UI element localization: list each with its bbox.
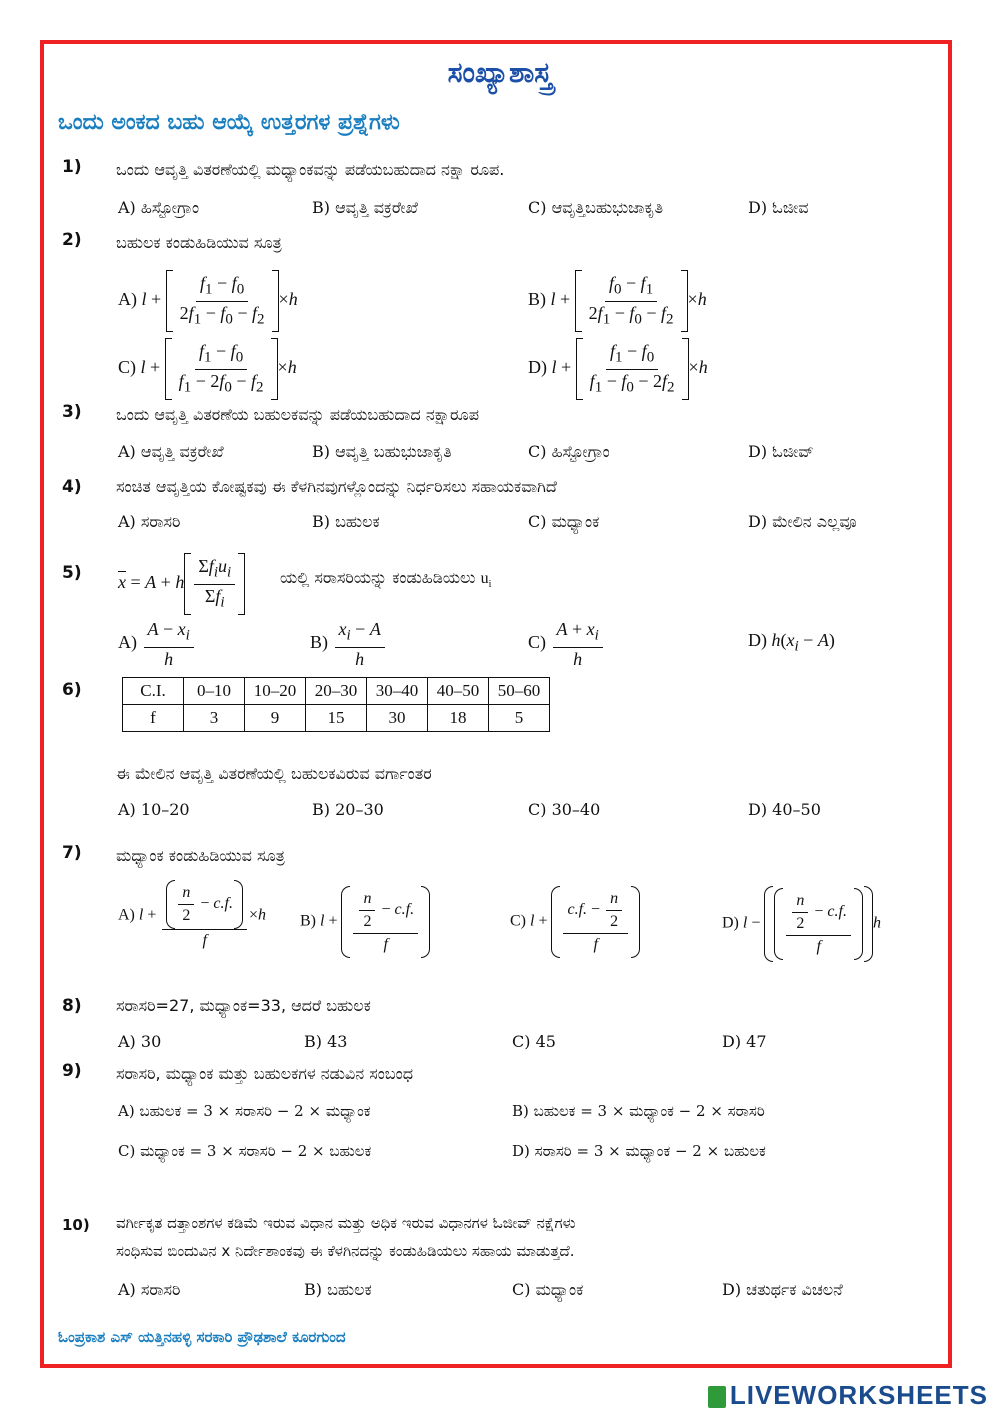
table-cell: C.I. (123, 678, 184, 705)
option-d-formula[interactable]: D) l − $\frac{n}{2}$ − c.f. f h (722, 886, 881, 962)
question-text: ಬಹುಲಕ ಕಂಡುಹಿಡಿಯುವ ಸೂತ್ರ (116, 233, 282, 252)
option-a[interactable]: A) 10–20 (118, 800, 190, 819)
option-d[interactable]: D) ಸರಾಸರಿ = 3 × ಮಧ್ಯಾಂಕ − 2 × ಬಹುಲಕ (512, 1142, 766, 1160)
option-b[interactable]: B) ಆವೃತ್ತಿ ಬಹುಭುಜಾಕೃತಿ (312, 442, 452, 461)
option-a[interactable]: A) 30 (118, 1032, 162, 1051)
option-a[interactable]: A) ಆವೃತ್ತಿ ವಕ್ರರೇಖೆ (118, 442, 224, 461)
question-text-line1: ವರ್ಗೀಕೃತ ದತ್ತಾಂಶಗಳ ಕಡಿಮೆ ಇರುವ ವಿಧಾನ ಮತ್ತು ಅಧಿಕ ಇರುವ ವಿಧಾನಗಳ ಓಜೀವ್ ನಕ್ಷೆಗಳು (116, 1214, 576, 1232)
option-c[interactable]: C) ಮಧ್ಯಾಂಕ (528, 512, 600, 531)
option-c[interactable]: C) ಹಿಸ್ಟೋಗ್ರಾಂ (528, 442, 610, 461)
option-b[interactable]: B) 20–30 (312, 800, 384, 819)
option-a[interactable]: A) ಸರಾಸರಿ (118, 1280, 181, 1299)
table-cell: f (123, 705, 184, 732)
option-d[interactable]: D) ಚತುರ್ಥಕ ವಿಚಲನೆ (722, 1280, 843, 1299)
table-cell: 3 (184, 705, 245, 732)
option-b[interactable]: B) ಬಹುಲಕ (304, 1280, 372, 1299)
table-cell: 15 (306, 705, 367, 732)
table-cell: 9 (245, 705, 306, 732)
option-d[interactable]: D) ಓಜೀವ್ (748, 442, 814, 461)
question-number: 7) (62, 843, 82, 863)
option-a[interactable]: A) ಹಿಸ್ಟೋಗ್ರಾಂ (118, 198, 200, 217)
question-text: ಯಲ್ಲಿ ಸರಾಸರಿಯನ್ನು ಕಂಡುಹಿಡಿಯಲು $u_i$ (280, 568, 492, 591)
author-footer: ಓಂಪ್ರಕಾಶ ಎಸ್ ಯತ್ತಿನಹಳ್ಳಿ ಸರಕಾರಿ ಪ್ರೌಢಶಾಲೆ ಕೂರಗುಂದ (58, 1328, 346, 1346)
option-d-formula[interactable]: D) l + $\frac{f_1 - f_0}{f_1 - f_0 - 2f_2}$ ×h (528, 338, 708, 400)
question-number: 4) (62, 477, 82, 497)
question-number: 1) (62, 157, 82, 177)
question-number: 2) (62, 230, 82, 250)
question-number: 10) (62, 1216, 90, 1234)
question-number: 3) (62, 402, 82, 422)
page-title: ಸಂಖ್ಯಾಶಾಸ್ತ್ರ (447, 56, 553, 89)
option-a-formula[interactable]: A) l + $\frac{f_1 - f_0}{2f_1 - f_0 - f_2}$ ×h (118, 270, 298, 332)
option-c[interactable]: C) ಮಧ್ಯಾಂಕ (512, 1280, 584, 1299)
frequency-table (122, 677, 550, 732)
option-b-formula[interactable]: B) l + $\frac{n}{2}$ − c.f. f (300, 886, 430, 958)
option-d[interactable]: D) 47 (722, 1032, 767, 1051)
option-b-formula[interactable]: B) l + $\frac{f_0 - f_1}{2f_1 - f_0 - f_2}$ ×h (528, 270, 707, 332)
question-text: ಸಂಚಿತ ಆವೃತ್ತಿಯ ಕೋಷ್ಟಕವು ಈ ಕೆಳಗಿನವುಗಳ್ಲೊಂದನ್ನು ನಿರ್ಧರಿಸಲು ಸಹಾಯಕವಾಗಿದೆ (116, 477, 557, 496)
question-number: 5) (62, 563, 82, 583)
table-cell: 18 (428, 705, 489, 732)
logo-text: LIVEWORKSHEETS (729, 1380, 988, 1410)
page-subtitle: ಒಂದು ಅಂಕದ ಬಹು ಆಯ್ಕೆ ಉತ್ತರಗಳ ಪ್ರಶ್ನೆಗಳು (58, 110, 400, 135)
table-row (123, 678, 550, 705)
option-b[interactable]: B) ಬಹುಲಕ (312, 512, 380, 531)
option-d[interactable]: D) ಓಜೀವ (748, 198, 809, 217)
question-text: ಸರಾಸರಿ, ಮಧ್ಯಾಂಕ ಮತ್ತು ಬಹುಲಕಗಳ ನಡುವಿನ ಸಂಬಂಧ (116, 1064, 414, 1083)
logo-icon (708, 1386, 726, 1408)
option-b[interactable]: B) ಬಹುಲಕ = 3 × ಮಧ್ಯಾಂಕ − 2 × ಸರಾಸರಿ (512, 1102, 765, 1120)
question-number: 6) (62, 680, 82, 700)
question-text-line2: ಸಂಧಿಸುವ ಬಿಂದುವಿನ x ನಿರ್ದೇಶಾಂಕವು ಈ ಕೆಳಗಿನದನ್ನು ಕಂಡುಹಿಡಿಯಲು ಸಹಾಯ ಮಾಡುತ್ತದೆ. (116, 1242, 575, 1260)
question-number: 9) (62, 1061, 82, 1081)
table-cell: 30 (367, 705, 428, 732)
option-b[interactable]: B) ಆವೃತ್ತಿ ವಕ್ರರೇಖೆ (312, 198, 418, 217)
table-row (123, 705, 550, 732)
option-c[interactable]: C) 30–40 (528, 800, 601, 819)
question-text: ಸರಾಸರಿ=27, ಮಧ್ಯಾಂಕ=33, ಆದರೆ ಬಹುಲಕ (116, 996, 371, 1015)
option-a[interactable]: A) ಸರಾಸರಿ (118, 512, 181, 531)
option-c-formula[interactable]: C) l + $\frac{f_1 - f_0}{f_1 - 2f_0 - f_2}$ ×h (118, 338, 297, 400)
mean-formula: $\overline{x} = A + h$ $\frac{\Sigma f_iu_i}{\Sigma f_i}$ (118, 553, 245, 615)
table-cell: 10–20 (245, 678, 306, 705)
liveworksheets-logo[interactable] (708, 1380, 988, 1411)
option-c[interactable]: C) ಆವೃತ್ತಿಬಹುಭುಜಾಕೃತಿ (528, 198, 664, 217)
option-c-formula[interactable]: C) $\frac{A + x_i}{h}$ (528, 618, 605, 670)
table-cell: 20–30 (306, 678, 367, 705)
table-cell: 50–60 (489, 678, 550, 705)
option-b[interactable]: B) 43 (304, 1032, 348, 1051)
option-a-formula[interactable]: A) $\frac{A - x_i}{h}$ (118, 618, 196, 670)
table-cell: 30–40 (367, 678, 428, 705)
question-text: ಒಂದು ಆವೃತ್ತಿ ವಿತರಣೆಯಲ್ಲಿ ಮಧ್ಯಾಂಕವನ್ನು ಪಡೆಯಬಹುದಾದ ನಕ್ಷಾ ರೂಪ. (116, 160, 505, 179)
option-c-formula[interactable]: C) l + c.f. − $\frac{n}{2}$ f (510, 886, 640, 958)
option-a[interactable]: A) ಬಹುಲಕ = 3 × ಸರಾಸರಿ − 2 × ಮಧ್ಯಾಂಕ (118, 1102, 371, 1120)
table-cell: 0–10 (184, 678, 245, 705)
question-text: ಮಧ್ಯಾಂಕ ಕಂಡುಹಿಡಿಯುವ ಸೂತ್ರ (116, 846, 285, 865)
table-cell: 5 (489, 705, 550, 732)
option-d-formula[interactable]: D) $h(x_i - A)$ (748, 630, 835, 655)
option-c[interactable]: C) ಮಧ್ಯಾಂಕ = 3 × ಸರಾಸರಿ − 2 × ಬಹುಲಕ (118, 1142, 372, 1160)
option-b-formula[interactable]: B) $\frac{x_i - A}{h}$ (310, 618, 387, 670)
question-text: ಒಂದು ಆವೃತ್ತಿ ವಿತರಣೆಯ ಬಹುಲಕವನ್ನು ಪಡೆಯಬಹುದಾದ ನಕ್ಷಾರೂಪ (116, 405, 479, 424)
option-d[interactable]: D) ಮೇಲಿನ ಎಲ್ಲವೂ (748, 512, 857, 531)
table-cell: 40–50 (428, 678, 489, 705)
option-a-formula[interactable]: A) l + $\frac{n}{2}$ − c.f. f ×h (118, 880, 266, 952)
option-c[interactable]: C) 45 (512, 1032, 556, 1051)
option-d[interactable]: D) 40–50 (748, 800, 821, 819)
question-number: 8) (62, 996, 82, 1016)
question-text: ಈ ಮೇಲಿನ ಆವೃತ್ತಿ ವಿತರಣೆಯಲ್ಲಿ ಬಹುಲಕವಿರುವ ವರ್ಗಾಂತರ (116, 764, 432, 783)
